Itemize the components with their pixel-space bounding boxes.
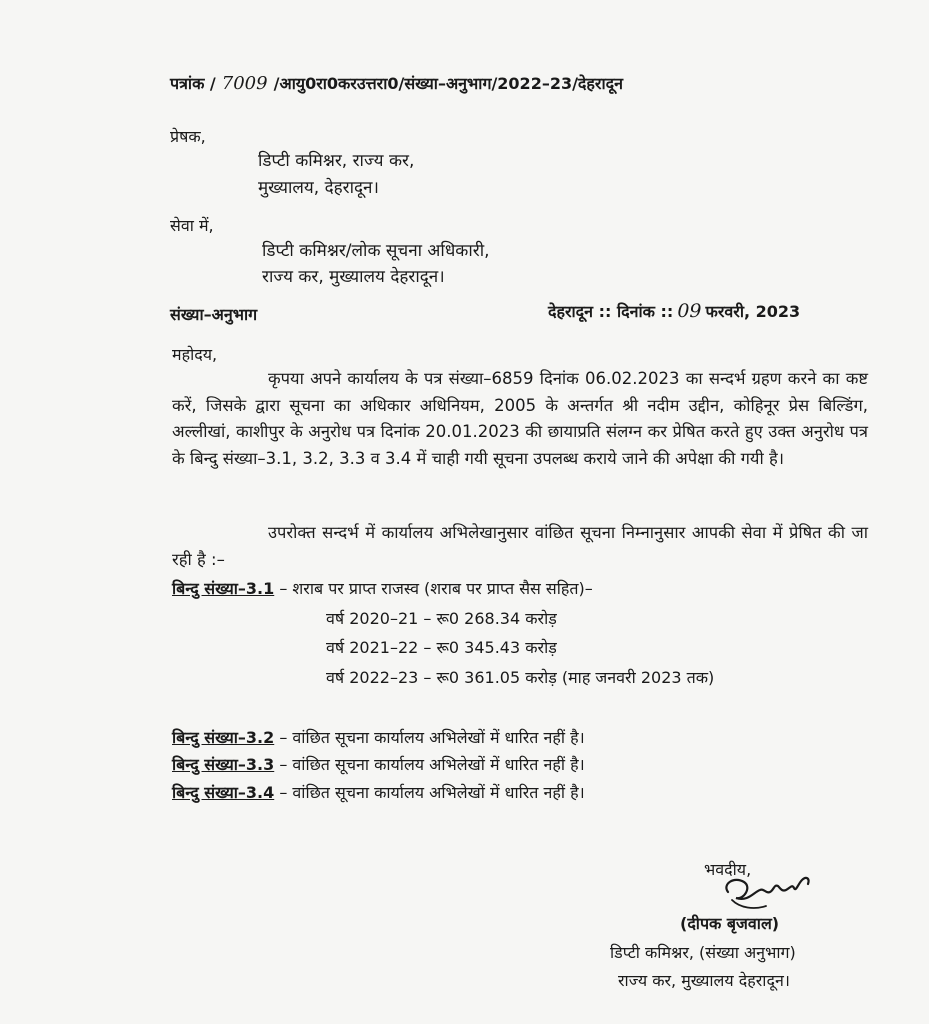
section-name: संख्या–अनुभाग [170,305,258,324]
point-3-2-label: बिन्दु संख्या–3.2 [172,728,275,747]
date-line [548,300,800,322]
ref-suffix: /आयु0रा0करउत्तरा0/संख्या–अनुभाग/2022–23/देहरादून [273,74,623,93]
point-3-4-label: बिन्दु संख्या–3.4 [172,783,275,802]
point-3-2 [172,726,585,748]
signatory-name: (दीपक बृजवाल) [680,914,780,933]
point-3-4 [172,781,585,803]
revenue-line-2022-23: वर्ष 2022–23 – रू0 361.05 करोड़ (माह जनवरी 2023 तक) [326,668,715,687]
body-paragraph-1: कृपया अपने कार्यालय के पत्र संख्या–6859 दिनांक 06.02.2023 का सन्दर्भ ग्रहण करने का कष्ट करें, जिसके द्वारा सूचना का अधिकार अधिनियम, 2005 के अन्तर्गत श्री नदीम उद्दीन, कोहिनूर प्रेस बिल्डिंग, अल्लीखां, काशीपुर के अनुरोध पत्र दिनांक 20.01.2023 की छायाप्रति संलग्न कर प्रेषित करते हुए उक्त अनुरोध पत्र के बिन्दु संख्या–3.1, 3.2, 3.3 व 3.4 में चाही गयी सूचना उपलब्ध कराये जाने की अपेक्षा की गयी है। [172,369,868,468]
recipient-label: सेवा में, [170,216,214,235]
ref-prefix: पत्रांक / [170,74,216,93]
point-3-2-text: – वांछित सूचना कार्यालय अभिलेखों में धारित नहीं है। [274,728,585,747]
closing-yours: भवदीय, [704,860,752,879]
ref-number: 7009 [221,73,268,94]
point-3-1-label: बिन्दु संख्या–3.1 [172,579,275,598]
signatory-designation: डिप्टी कमिश्नर, (संख्या अनुभाग) [610,943,796,962]
date-rest: फरवरी, 2023 [705,302,801,321]
body-paragraph-2: उपरोक्त सन्दर्भ में कार्यालय अभिलेखानुसार वांछित सूचना निम्नानुसार आपकी सेवा में प्रेषित की जा रही है :– [172,523,868,569]
point-3-3-text: – वांछित सूचना कार्यालय अभिलेखों में धारित नहीं है। [274,755,585,774]
date-prefix: देहरादून :: दिनांक :: [548,302,674,321]
signatory-office: राज्य कर, मुख्यालय देहरादून। [618,971,790,990]
point-3-1-text: – शराब पर प्राप्त राजस्व (शराब पर प्राप्त सैस सहित)– [274,579,593,598]
point-3-4-text: – वांछित सूचना कार्यालय अभिलेखों में धारित नहीं है। [274,783,585,802]
revenue-line-2020-21: वर्ष 2020–21 – रू0 268.34 करोड़ [326,609,557,628]
sender-label: प्रेषक, [170,127,206,146]
recipient-line-1: डिप्टी कमिश्नर/लोक सूचना अधिकारी, [262,241,490,261]
point-3-3 [172,753,585,775]
reference-line [170,72,623,94]
sender-line-2: मुख्यालय, देहरादून। [258,178,379,198]
salutation: महोदय, [172,345,218,364]
sender-line-1: डिप्टी कमिश्नर, राज्य कर, [258,151,415,171]
point-3-1 [172,577,593,599]
revenue-line-2021-22: वर्ष 2021–22 – रू0 345.43 करोड़ [326,638,557,657]
date-day: 09 [677,300,702,322]
recipient-line-2: राज्य कर, मुख्यालय देहरादून। [262,267,445,287]
point-3-3-label: बिन्दु संख्या–3.3 [172,755,275,774]
